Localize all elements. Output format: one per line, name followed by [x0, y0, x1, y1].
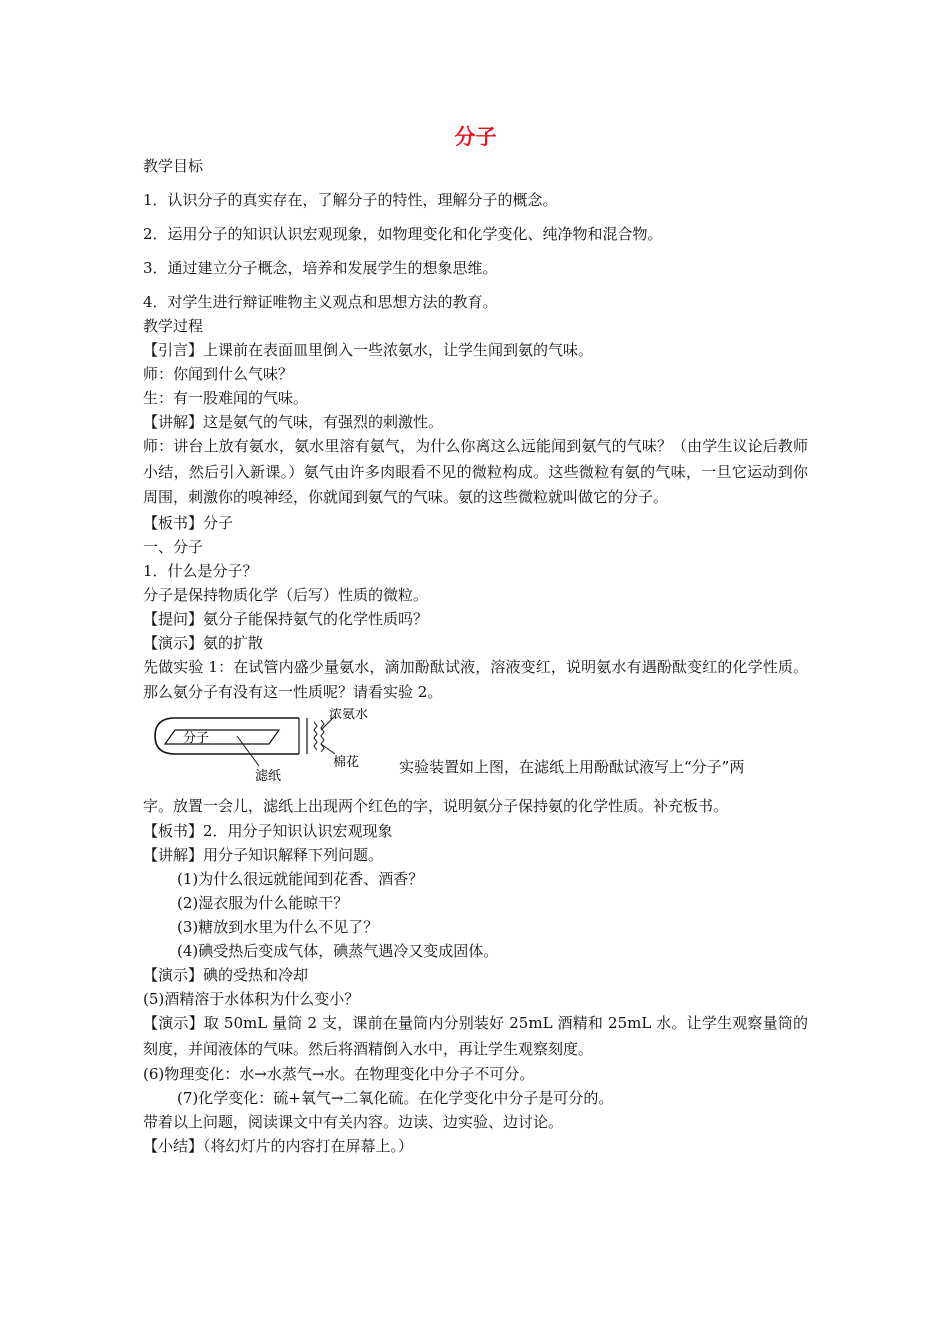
process-line: 【讲解】用分子知识解释下列问题。	[143, 845, 384, 864]
test-tube-figure	[149, 708, 369, 788]
goal-item-4: 4．对学生进行辩证唯物主义观点和思想方法的教育。	[143, 293, 498, 311]
figure-label-fenzi: 分子	[183, 730, 210, 746]
question-item: (5)酒精溶于水体积为什么变小？	[143, 989, 360, 1008]
process-line: 【演示】碘的受热和冷却	[143, 965, 309, 984]
process-line: 生：有一股难闻的气味。	[143, 389, 309, 407]
question-item: (6)物理变化：水→水蒸气→水。在物理变化中分子不可分。	[143, 1065, 535, 1084]
document-page	[143, 120, 808, 1158]
process-line: 【板书】2．用分子知识认识宏观现象	[143, 821, 393, 840]
process-paragraph: 【演示】取 50mL 量筒 2 支，课前在量筒内分别装好 25mL 酒精和 25mL 水。让学生观察量筒的刻度，并闻液体的气味。然后将酒精倒入水中，再让学生观察刻度。	[143, 1013, 808, 1058]
figure-label-cotton: 棉花	[333, 754, 360, 770]
goal-item-1: 1．认识分子的真实存在，了解分子的特性，理解分子的概念。	[143, 191, 558, 209]
process-line: 【引言】上课前在表面皿里倒入一些浓氨水，让学生闻到氨的气味。	[143, 341, 594, 359]
process-line: 【小结】（将幻灯片的内容打在屏幕上。）	[143, 1137, 414, 1156]
process-line: 1．什么是分子？	[143, 561, 258, 580]
process-line: 师：你闻到什么气味？	[143, 365, 294, 383]
question-item: (7)化学变化：硫+氧气→二氧化硫。在化学变化中分子是可分的。	[177, 1089, 614, 1108]
question-item: (3)糖放到水里为什么不见了？	[177, 917, 379, 936]
process-paragraph: 师：讲台上放有氨水，氨水里溶有氨气，为什么你离这么远能闻到氨气的气味？（由学生议论后教师小结，然后引入新课。）氨气由许多肉眼看不见的微粒构成。这些微粒有氨的气味，一旦它运动到你周围，刺激你的嗅神经，你就闻到氨气的气味。氨的这些微粒就叫做它的分子。	[143, 437, 808, 507]
figure-label-ammonia: 浓氨水	[329, 707, 369, 722]
process-line: 一、分子	[143, 537, 204, 556]
goal-item-3: 3．通过建立分子概念，培养和发展学生的想象思维。	[143, 259, 498, 277]
process-paragraph: 先做实验 1：在试管内盛少量氨水，滴加酚酞试液，溶液变红，说明氨水有遇酚酞变红的化学性质。那么氨分子有没有这一性质呢？请看实验 2。	[143, 657, 808, 702]
process-line: 【讲解】这是氨气的气味，有强烈的刺激性。	[143, 413, 444, 431]
goal-item-2: 2．运用分子的知识认识宏观现象，如物理变化和化学变化、纯净物和混合物。	[143, 225, 663, 243]
process-line: 带着以上问题，阅读课文中有关内容。边读、边实验、边讨论。	[143, 1113, 564, 1132]
process-line: 分子是保持物质化学（后写）性质的微粒。	[143, 585, 429, 604]
figure-caption: 实验装置如上图，在滤纸上用酚酞试液写上“分子”两	[399, 757, 745, 776]
question-item: (4)碘受热后变成气体，碘蒸气遇冷又变成固体。	[177, 941, 499, 960]
section-heading-process: 教学过程	[143, 317, 204, 335]
process-line: 【演示】氨的扩散	[143, 633, 264, 652]
document-title: 分子	[454, 125, 497, 149]
section-heading-goals: 教学目标	[143, 157, 204, 175]
figure-label-filter-paper: 滤纸	[255, 768, 282, 784]
process-line: 字。放置一会儿，滤纸上出现两个红色的字，说明氨分子保持氨的化学性质。补充板书。	[143, 796, 729, 815]
figure-row	[143, 708, 808, 788]
question-item: (1)为什么很远就能闻到花香、酒香？	[177, 869, 424, 888]
process-line: 【板书】分子	[143, 513, 234, 532]
question-item: (2)湿衣服为什么能晾干？	[177, 893, 349, 912]
process-line: 【提问】氨分子能保持氨气的化学性质吗？	[143, 609, 429, 628]
